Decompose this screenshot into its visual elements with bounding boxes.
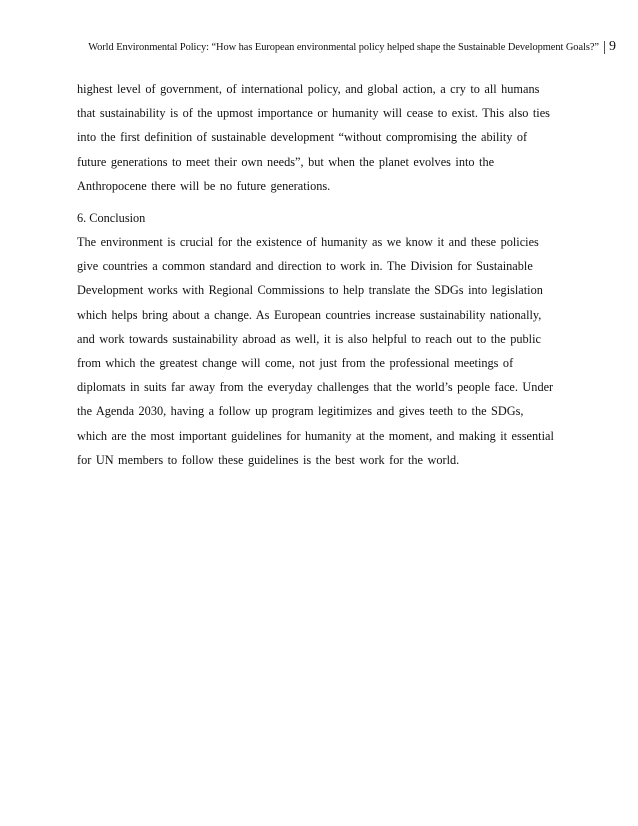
paragraph-continued [77, 77, 557, 198]
section-heading: 6. Conclusion [77, 211, 146, 225]
paragraph-text: The environment is crucial for the existence of humanity as we know it and these policies give countries a common standard and direction to work in. The Division for Sustainable Development works with Regional Commissions to help translate the SDGs into legislation which helps bring about a change. As European countries increase sustainability nationally, and work towards sustainability abroad as well, it is also helpful to reach out to the public from which the greatest change will come, not just from the professional meetings of diplomats in suits far away from the everyday challenges that the world’s people face. Under the Agenda 2030, having a follow up program legitimizes and gives teeth to the SDGs, which are the most important guidelines for humanity at the moment, and making it essential for UN members to follow these guidelines is the best work for the world. [77, 235, 554, 467]
running-header [60, 38, 616, 55]
paragraph-conclusion [77, 230, 557, 472]
paragraph-text: highest level of government, of international policy, and global action, a cry to all humans that sustainability is of the upmost importance or humanity will cease to exist. This also ties into the first definition of sustainable development “without compromising the ability of future generations to meet their own needs”, but when the planet evolves into the Anthropocene there will be no future generations. [77, 82, 550, 193]
header-separator: | [602, 39, 606, 55]
page-number: 9 [609, 39, 616, 54]
header-title: World Environmental Policy: “How has European environmental policy helped shape the Sustainable Development Goals?” [88, 42, 599, 53]
